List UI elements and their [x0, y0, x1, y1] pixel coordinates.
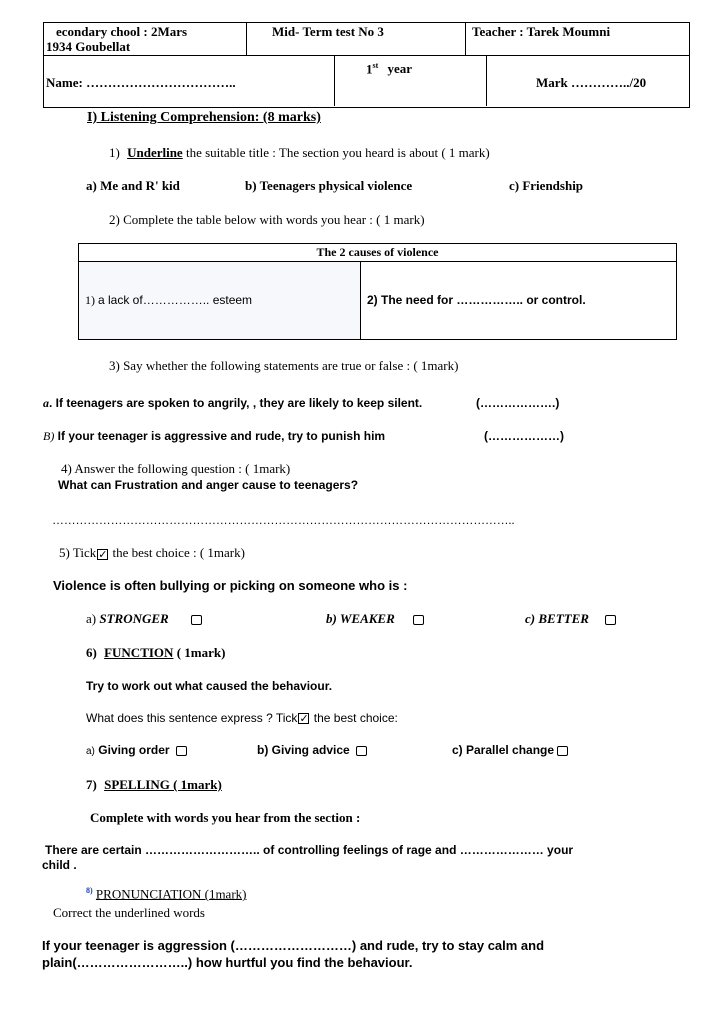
header-vline — [246, 22, 247, 56]
school-year — [366, 58, 412, 76]
checkbox-icon[interactable] — [176, 746, 187, 756]
q5-option-a — [86, 611, 202, 627]
q5-a-label: a) — [86, 611, 97, 626]
year-word: year — [387, 61, 413, 77]
q6-a-text: Giving order — [98, 743, 170, 757]
question-1 — [109, 145, 490, 161]
header-vline — [334, 55, 335, 106]
question-5 — [59, 545, 245, 561]
q1-option-a: a) Me and R' kid — [86, 178, 180, 193]
q5-text-a: 5) Tick — [59, 545, 97, 560]
q3-statement-b — [43, 429, 385, 444]
q1-instruction: the suitable title : The section you heard is about ( 1 mark) — [185, 145, 490, 160]
q1-number: 1) — [109, 145, 120, 160]
q3-b-label: B) — [43, 429, 55, 443]
q8-number: 8) — [86, 886, 93, 895]
q7-instruction: Complete with words you hear from the section : — [90, 810, 361, 825]
mark-field: Mark …………../20 — [536, 75, 647, 90]
q3-statement-a — [43, 396, 422, 411]
q5-option-c — [525, 611, 616, 627]
q5-c-text: BETTER — [538, 611, 589, 626]
checkbox-icon: ✓ — [299, 713, 309, 726]
q5-option-b — [326, 611, 424, 627]
q7-number: 7) — [86, 777, 97, 792]
q1-option-b: b) Teenagers physical violence — [245, 178, 413, 193]
q5-a-text: STRONGER — [99, 611, 169, 626]
checkbox-icon[interactable] — [191, 615, 202, 625]
table-cell-2 — [361, 262, 676, 339]
q6-prompt-a: What does this sentence express ? Tick — [86, 711, 298, 725]
checkbox-icon[interactable] — [557, 746, 568, 756]
q6-a-label: a) — [86, 746, 95, 757]
q6-marks: ( 1mark) — [176, 645, 226, 660]
causes-table — [78, 243, 677, 340]
question-3: 3) Say whether the following statements are true or false : ( 1mark) — [109, 358, 459, 373]
school-name: econdary chool : 2Mars — [56, 24, 188, 39]
q3-b-answer: (………………) — [484, 429, 564, 443]
q7-sentence-line2: child . — [42, 858, 77, 872]
q6-option-c — [452, 743, 568, 757]
q6-sentence: Try to work out what caused the behaviour. — [86, 679, 333, 693]
q8-sentence-line1: If your teenager is aggression (………………………) and rude, try to stay calm and — [42, 938, 545, 953]
header-divider — [43, 55, 689, 56]
q6-prompt — [86, 711, 398, 725]
q6-option-a — [86, 743, 187, 757]
cell-2-text: 2) The need for …………….. or control. — [367, 293, 586, 307]
cell-1-number: 1) — [85, 293, 95, 307]
q5-c-label: c) — [525, 611, 536, 626]
q3-a-label: a — [43, 396, 49, 410]
question-6 — [86, 645, 225, 661]
q6-b-text: b) Giving advice — [257, 743, 350, 757]
q1-keyword: Underline — [127, 145, 183, 160]
question-4: 4) Answer the following question : ( 1mark) — [61, 461, 291, 476]
checkbox-icon: ✓ — [98, 548, 108, 561]
q6-option-b — [257, 743, 367, 757]
table-title: The 2 causes of violence — [79, 244, 676, 262]
q8-instruction: Correct the underlined words — [53, 905, 205, 920]
year-number: 1 — [366, 61, 373, 77]
header-vline — [486, 55, 487, 106]
test-title: Mid- Term test No 3 — [272, 24, 384, 39]
header-vline — [465, 22, 466, 56]
checkbox-icon[interactable] — [356, 746, 367, 756]
student-name-field: Name: …………………………….. — [46, 75, 236, 90]
q7-title: SPELLING ( 1mark) — [104, 777, 222, 792]
q3-a-answer: (……………….) — [476, 396, 560, 410]
question-7 — [86, 777, 222, 793]
q3-b-text: If your teenager is aggressive and rude, try to punish him — [57, 429, 386, 443]
checkbox-icon[interactable] — [413, 615, 424, 625]
school-name-line2: 1934 Goubellat — [46, 39, 131, 54]
q6-c-text: c) Parallel change — [452, 743, 555, 757]
q5-b-label: b) — [326, 611, 337, 626]
cell-1-text — [85, 293, 252, 308]
q6-number: 6) — [86, 645, 97, 660]
q6-prompt-b: the best choice: — [313, 711, 398, 725]
q8-sentence-line2: plain(……………………..) how hurtful you find the behaviour. — [42, 955, 413, 970]
year-ordinal: st — [372, 61, 379, 70]
q4-answer-line: ……………………………………………………………………………………………………….. — [52, 513, 515, 527]
q8-title: PRONUNCIATION (1mark) — [95, 886, 247, 902]
question-8 — [86, 886, 247, 902]
q5-text-b: the best choice : ( 1mark) — [112, 545, 245, 560]
q4-question: What can Frustration and anger cause to teenagers? — [58, 478, 359, 492]
q5-b-text: WEAKER — [339, 611, 395, 626]
q7-sentence-line1: There are certain ……………………….. of controlling feelings of rage and ………………… your — [45, 843, 574, 857]
teacher-name: Teacher : Tarek Moumni — [472, 24, 611, 39]
q6-title: FUNCTION — [104, 645, 174, 660]
table-cell-1 — [79, 262, 361, 339]
cell-1-content: a lack of…………….. esteem — [98, 293, 253, 307]
checkbox-icon[interactable] — [605, 615, 616, 625]
section-title: I) Listening Comprehension: (8 marks) — [87, 110, 321, 125]
q1-option-c: c) Friendship — [509, 178, 584, 193]
question-2: 2) Complete the table below with words you hear : ( 1 mark) — [109, 212, 425, 227]
q3-a-text: . If teenagers are spoken to angrily, , they are likely to keep silent. — [49, 396, 423, 410]
q5-stem: Violence is often bullying or picking on someone who is : — [53, 578, 408, 593]
